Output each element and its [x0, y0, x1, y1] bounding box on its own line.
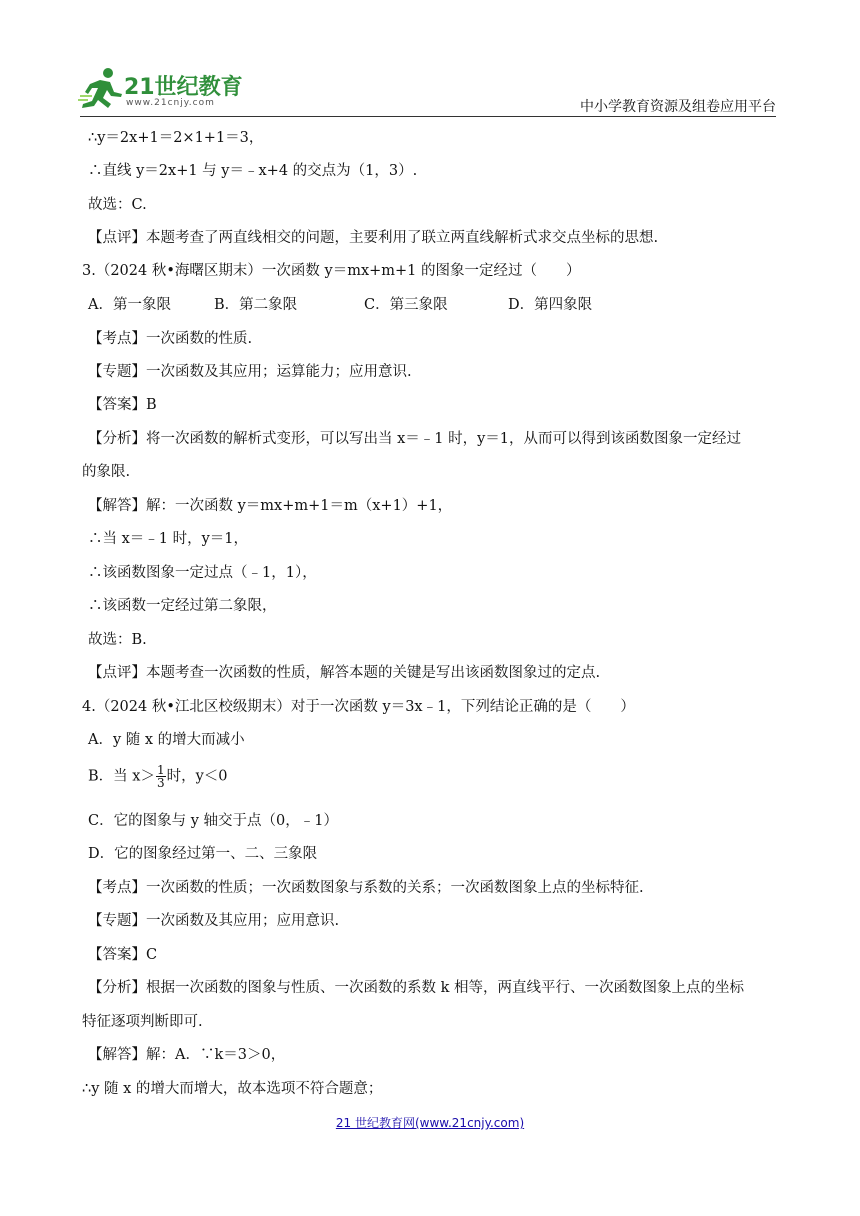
option-c: C．第三象限 — [364, 297, 448, 313]
option-d: D．第四象限 — [508, 297, 593, 313]
option-b — [88, 764, 228, 789]
question-4-stem: 4.（2024 秋•江北区校级期末）对于一次函数 y＝3x﹣1，下列结论正确的是（ ） — [82, 699, 635, 715]
platform-title: 中小学教育资源及组卷应用平台 — [580, 99, 776, 115]
logo — [78, 66, 268, 116]
runner-logo-icon — [78, 66, 126, 112]
text-line: 故选：C. — [88, 197, 147, 213]
text-line: 【考点】一次函数的性质. — [88, 331, 253, 347]
text-line: 【解答】解：A．∵k＝3＞0， — [88, 1047, 286, 1063]
option-a: A．第一象限 — [88, 297, 171, 313]
logo-text: 21世纪教育 — [124, 75, 243, 100]
fraction-denominator: 3 — [156, 776, 165, 790]
text-line: ∴该函数一定经过第二象限， — [88, 598, 277, 614]
text-line: ∴y＝2x+1＝2×1+1＝3， — [88, 130, 264, 146]
question-3-options — [88, 295, 592, 315]
option-b: B．第二象限 — [214, 297, 298, 313]
text-line: 【点评】本题考查一次函数的性质，解答本题的关键是写出该函数图象过的定点. — [88, 665, 601, 681]
text-line: 【分析】根据一次函数的图象与性质、一次函数的系数 k 相等，两直线平行、一次函数图象上点的坐标 — [88, 980, 745, 996]
header-divider — [80, 116, 776, 117]
text-line: ∴y 随 x 的增大而增大，故本选项不符合题意； — [82, 1081, 383, 1097]
text-line: 故选：B. — [88, 632, 147, 648]
text-line: 【解答】解：一次函数 y＝mx+m+1＝m（x+1）+1， — [88, 498, 453, 514]
text-line: 【答案】C — [88, 947, 158, 963]
text-line: 【专题】一次函数及其应用；应用意识. — [88, 913, 340, 929]
option-a: A．y 随 x 的增大而减小 — [88, 732, 245, 748]
text-line: 【专题】一次函数及其应用；运算能力；应用意识. — [88, 364, 412, 380]
text-line: 【分析】将一次函数的解析式变形，可以写出当 x＝﹣1 时，y＝1，从而可以得到该函数图象一定经过 — [88, 431, 742, 447]
page-footer — [0, 1112, 860, 1131]
text-line: 【点评】本题考查了两直线相交的问题，主要利用了联立两直线解析式求交点坐标的思想. — [88, 230, 659, 246]
fraction — [156, 764, 166, 789]
option-b-prefix: B．当 x＞ — [88, 768, 155, 785]
text-line: 【答案】B — [88, 397, 157, 413]
text-line: 【考点】一次函数的性质；一次函数图象与系数的关系；一次函数图象上点的坐标特征. — [88, 880, 644, 896]
page-header — [0, 0, 860, 120]
text-line: ∴直线 y＝2x+1 与 y＝﹣x+4 的交点为（1，3）. — [88, 163, 418, 179]
text-line: 特征逐项判断即可. — [82, 1014, 203, 1030]
text-line: ∴当 x＝﹣1 时，y＝1， — [88, 531, 249, 547]
footer-link[interactable]: 21 世纪教育网(www.21cnjy.com) — [335, 1116, 525, 1130]
option-b-suffix: 时，y＜0 — [166, 768, 228, 785]
text-line: 的象限. — [82, 464, 131, 480]
option-d: D．它的图象经过第一、二、三象限 — [88, 846, 318, 862]
logo-url: www.21cnjy.com — [126, 98, 215, 108]
text-line: ∴该函数图象一定过点（﹣1，1）， — [88, 565, 317, 581]
option-c: C．它的图象与 y 轴交于点（0，﹣1） — [88, 813, 338, 829]
fraction-numerator: 1 — [156, 763, 165, 777]
question-3-stem: 3.（2024 秋•海曙区期末）一次函数 y＝mx+m+1 的图象一定经过（ ） — [82, 263, 581, 279]
